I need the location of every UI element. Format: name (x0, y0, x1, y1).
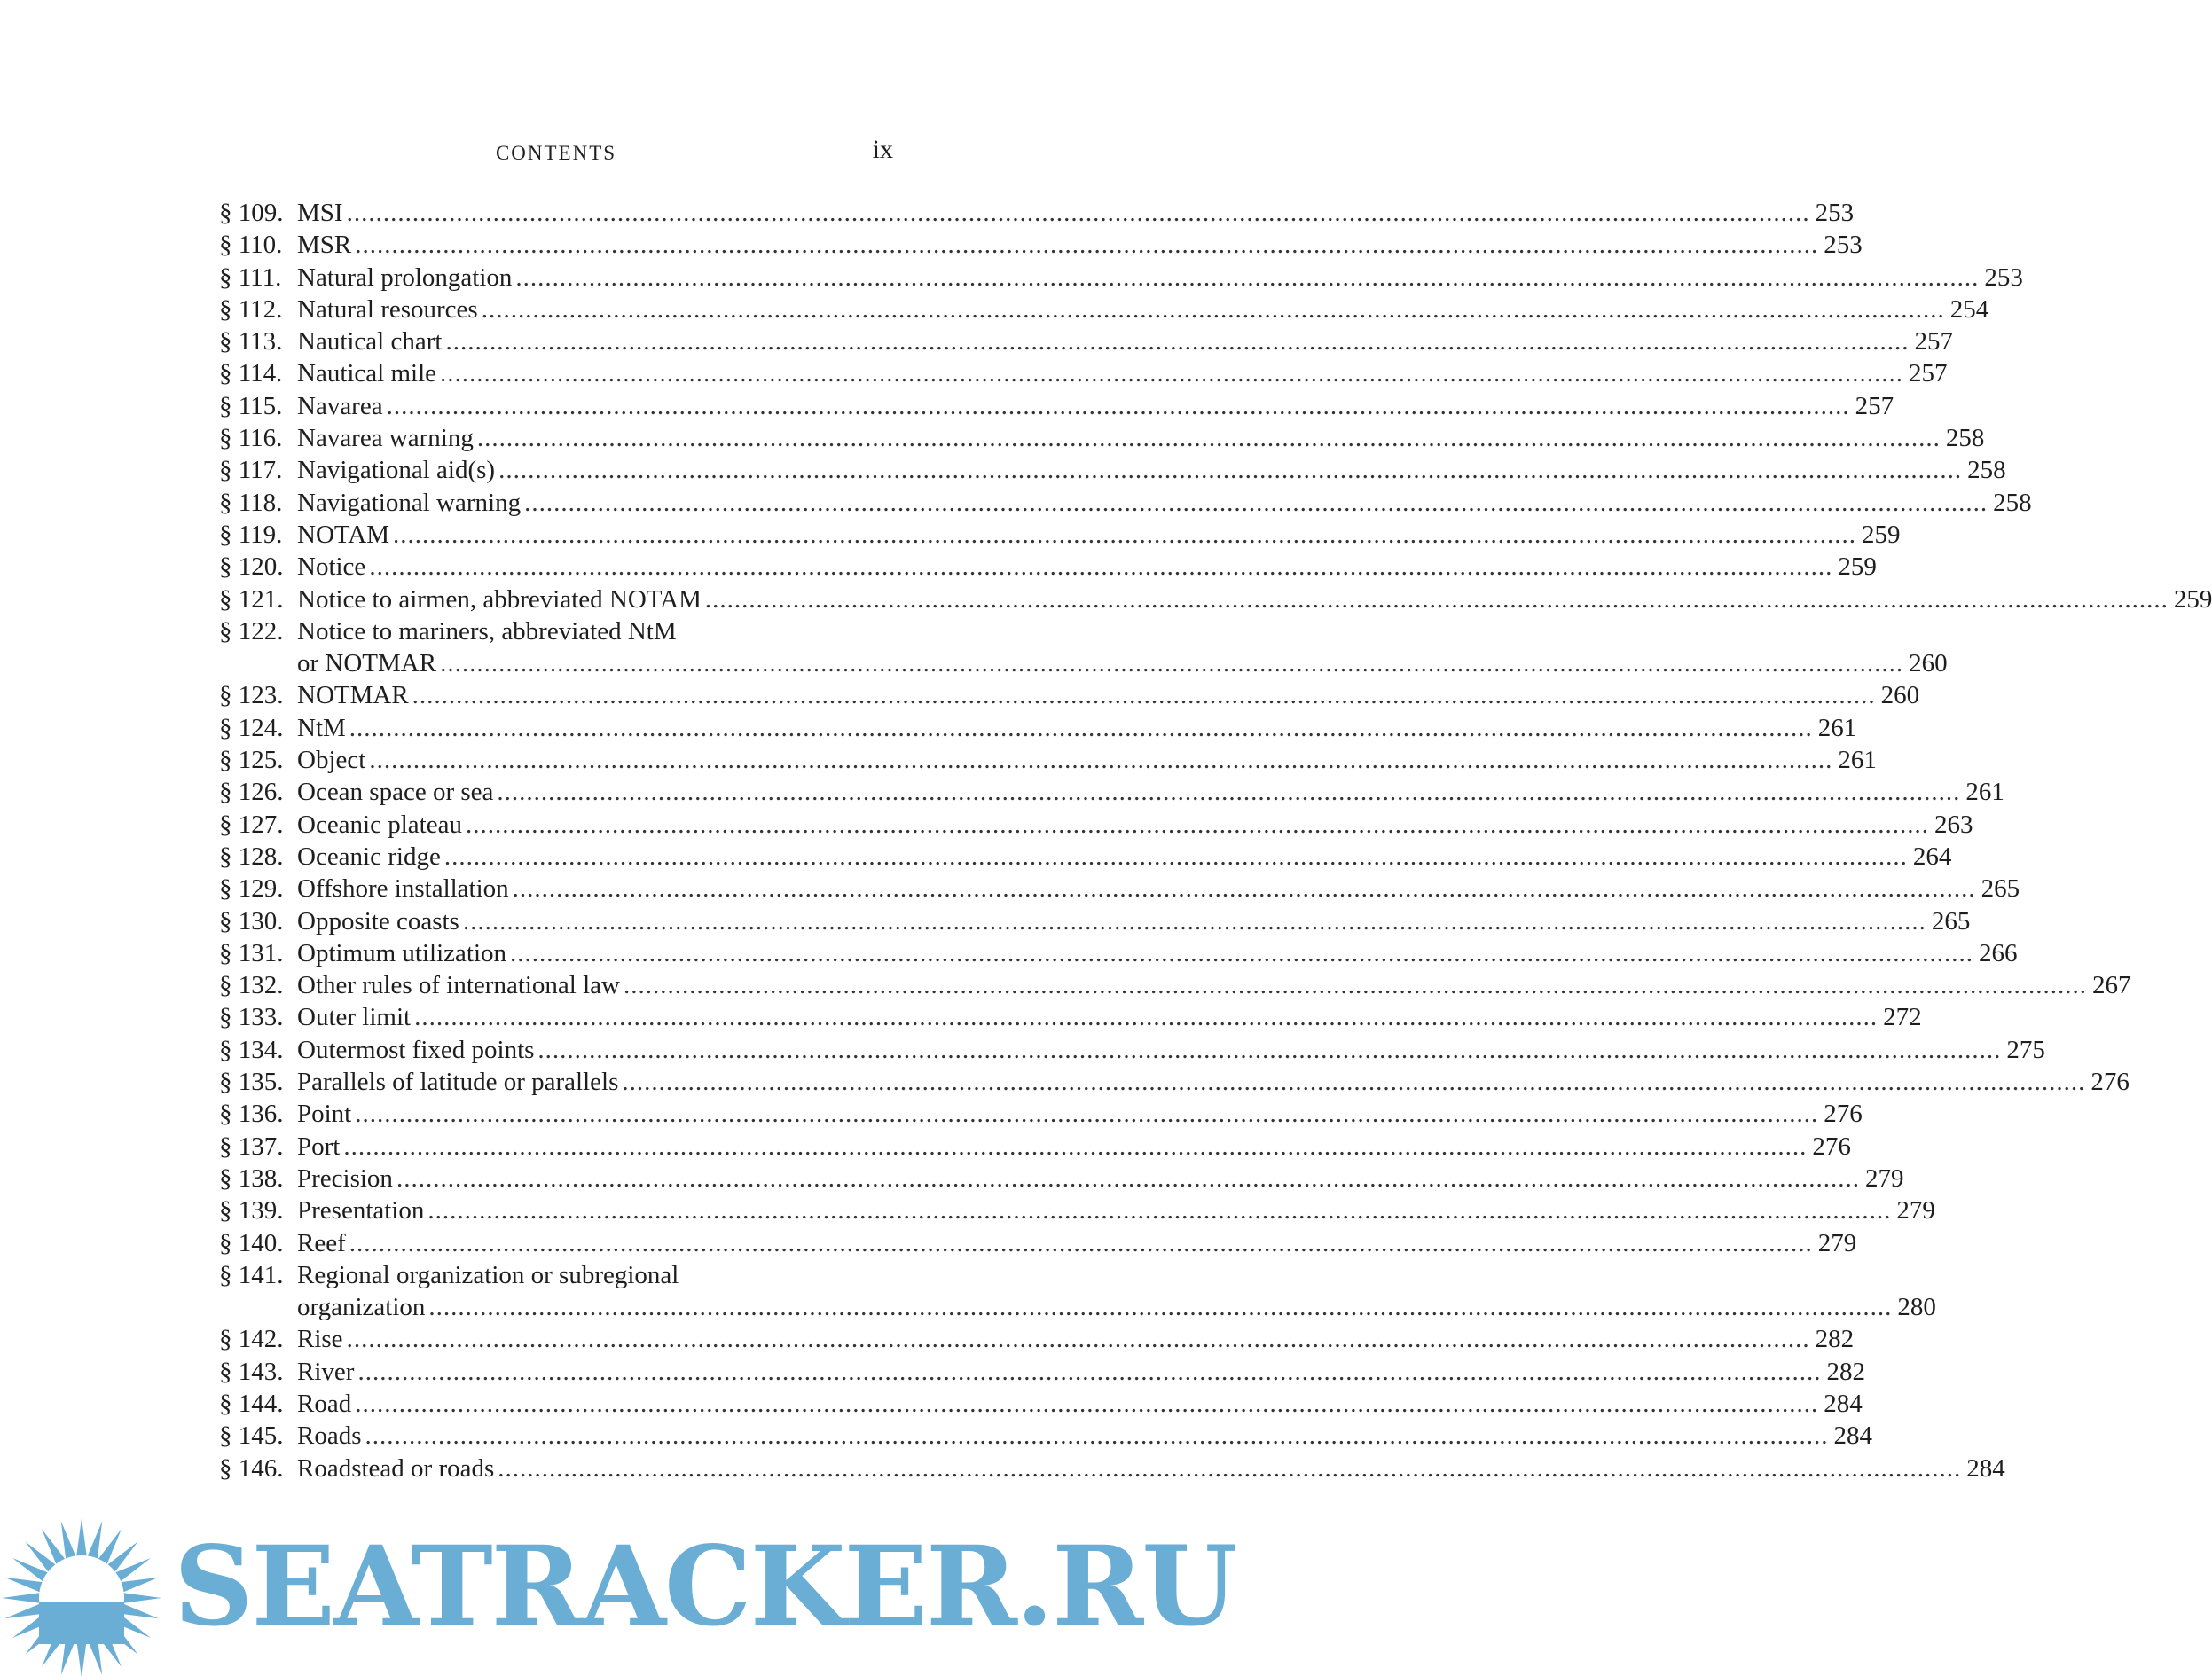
toc-row (219, 1131, 1851, 1163)
toc-row (219, 647, 1948, 679)
dot-leader (482, 294, 1945, 325)
toc-entry-title: NOTAM (297, 520, 390, 549)
toc-page-number: 284 (1966, 1453, 2005, 1483)
toc-row (219, 229, 1863, 261)
toc-section-number: § 140. (219, 1228, 284, 1257)
toc-entry-title: Ocean space or sea (297, 778, 494, 807)
toc-section-number: § 112. (219, 294, 283, 324)
toc-page-number: 265 (1931, 906, 1971, 936)
toc-section-number: § 146. (219, 1453, 284, 1483)
toc-page-number: 266 (1979, 938, 2018, 967)
toc-row (219, 1227, 1857, 1259)
toc-page-number: 276 (1812, 1132, 1851, 1161)
toc-section-number: § 111. (219, 262, 282, 292)
toc-entry-title: Navarea (297, 391, 383, 420)
toc-entry (219, 1323, 1855, 1355)
toc-entry-title: Notice (297, 552, 366, 582)
toc-page-number: 261 (1838, 746, 1877, 775)
toc-entry (219, 873, 2020, 905)
toc-row (219, 809, 1973, 841)
toc-section-number: § 123. (219, 681, 284, 710)
toc-entry-title: or NOTMAR (297, 649, 437, 678)
toc-page-number: 284 (1833, 1421, 1872, 1451)
toc-page-number: 259 (1838, 552, 1877, 582)
dot-leader (440, 357, 1903, 389)
dot-leader (387, 390, 1850, 422)
toc-entry (219, 294, 1989, 325)
dot-leader (513, 873, 1976, 905)
toc-entry-title: Natural prolongation (297, 262, 513, 292)
dot-leader (510, 937, 1973, 969)
toc-entry-title: Other rules of international law (297, 971, 620, 1000)
toc-entry (219, 262, 2023, 294)
toc-section-number: § 135. (219, 1068, 284, 1097)
toc-row (219, 841, 1952, 873)
toc-entry (219, 1388, 1863, 1420)
toc-page-number: 254 (1949, 294, 1989, 324)
dot-leader (477, 422, 1941, 454)
toc-entry-title: Notice to airmen, abbreviated NOTAM (297, 584, 702, 614)
toc-entry-title: Precision (297, 1163, 393, 1193)
dot-leader (498, 454, 1962, 486)
toc-section-number: § 132. (219, 971, 284, 1000)
toc-row (219, 583, 2212, 615)
watermark-text: SEATRACKER.RU (174, 1523, 1236, 1651)
dot-leader (427, 1194, 1891, 1226)
toc-row (219, 776, 2004, 808)
toc-entry (219, 776, 2004, 808)
dot-leader (412, 679, 1876, 711)
toc-row (219, 1034, 2045, 1066)
toc-entry-title: MSI (297, 199, 343, 227)
toc-row (219, 487, 2032, 519)
toc-section-number: § 120. (219, 552, 284, 582)
toc-section-number: § 144. (219, 1389, 284, 1418)
toc-section-number: § 136. (219, 1100, 284, 1129)
watermark (0, 1508, 1236, 1676)
dot-leader (440, 647, 1903, 679)
toc-page-number: 280 (1897, 1293, 1936, 1322)
toc-section-number: § 145. (219, 1421, 284, 1451)
dot-leader (349, 712, 1813, 744)
toc-page-number: 276 (2090, 1068, 2130, 1097)
toc-row (219, 390, 1894, 422)
dot-leader (347, 1323, 1810, 1355)
toc-entry (219, 357, 1948, 389)
toc-section-number: § 141. (219, 1260, 284, 1289)
toc-entry-title: Navigational aid(s) (297, 456, 496, 485)
toc-entry (219, 679, 1920, 711)
toc-row (219, 357, 1948, 389)
toc-entry (219, 229, 1863, 261)
toc-entry-title: Regional organization or subregional (297, 1260, 679, 1289)
sun-icon (0, 1516, 169, 1676)
toc-entry (219, 487, 2032, 519)
toc-row (219, 1163, 1904, 1194)
toc-page-number: 279 (1817, 1228, 1857, 1257)
toc-row (219, 969, 2131, 1001)
toc-entry-title: organization (297, 1293, 426, 1322)
toc-entry (219, 1131, 1851, 1163)
toc-section-number: § 114. (219, 359, 283, 388)
toc-page-number: 275 (2006, 1035, 2045, 1064)
toc-entry-title: Point (297, 1100, 352, 1129)
dot-leader (355, 1388, 1818, 1420)
toc-page-number: 257 (1909, 359, 1948, 388)
toc-section-number: § 143. (219, 1357, 284, 1386)
toc-page-number: 261 (1965, 778, 2004, 807)
toc-entry (219, 905, 1971, 937)
dot-leader (343, 1131, 1807, 1163)
toc-section-number: § 139. (219, 1196, 284, 1226)
toc-row (219, 712, 1857, 744)
toc-entry-title: Road (297, 1389, 352, 1418)
toc-section-number: § 115. (219, 391, 283, 420)
toc-entry (219, 325, 1953, 357)
toc-entry-title: Rise (297, 1325, 343, 1354)
toc-page-number: 258 (1967, 456, 2006, 485)
toc-section-number: § 133. (219, 1003, 284, 1032)
toc-page-number: 284 (1824, 1389, 1863, 1418)
toc-page-number: 259 (2173, 584, 2212, 614)
toc-entry-title: Port (297, 1132, 341, 1161)
toc-row (219, 1098, 1863, 1130)
toc-section-number: § 122. (219, 616, 284, 646)
dot-leader (498, 1453, 1961, 1484)
toc-page-number: 258 (1945, 424, 1985, 453)
toc-entry (219, 809, 1973, 841)
toc-page-number: 261 (1817, 713, 1857, 742)
toc-entry-title: Outer limit (297, 1003, 412, 1032)
toc-entry-title: Oceanic plateau (297, 810, 462, 839)
toc-row (219, 905, 1971, 937)
toc-section-number: § 116. (219, 424, 283, 453)
table-of-contents (219, 197, 2212, 1484)
toc-entry (219, 422, 1985, 454)
toc-section-number: § 131. (219, 938, 284, 967)
toc-entry-title: Offshore installation (297, 874, 509, 904)
running-title: CONTENTS (495, 142, 617, 164)
toc-entry (219, 841, 1952, 873)
toc-entry (219, 1194, 1935, 1226)
toc-page-number: 282 (1826, 1357, 1865, 1386)
toc-row (219, 422, 1985, 454)
toc-entry (219, 551, 1877, 583)
toc-entry (219, 390, 1894, 422)
toc-page-number: 253 (1984, 262, 2023, 292)
toc-entry (219, 1259, 1936, 1324)
dot-leader (428, 1291, 1892, 1323)
toc-entry-title: Navigational warning (297, 488, 522, 517)
dot-leader (393, 519, 1856, 551)
toc-entry-title: Opposite coasts (297, 906, 459, 936)
toc-entry-title: River (297, 1357, 355, 1386)
toc-entry-title: Roads (297, 1421, 362, 1451)
toc-entry-title: NtM (297, 713, 346, 742)
dot-leader (357, 1356, 1821, 1388)
dot-leader (497, 776, 1960, 808)
toc-page-number: 253 (1824, 231, 1863, 260)
toc-section-number: § 129. (219, 874, 284, 904)
toc-entry (219, 1227, 1857, 1259)
toc-page-number: 253 (1815, 199, 1855, 227)
dot-leader (347, 197, 1810, 229)
toc-entry (219, 615, 1948, 680)
dot-leader (349, 1227, 1813, 1259)
toc-entry (219, 1420, 1872, 1452)
toc-section-number: § 127. (219, 810, 284, 839)
toc-section-number: § 121. (219, 584, 284, 614)
dot-leader (355, 1098, 1818, 1130)
dot-leader (365, 1420, 1829, 1452)
toc-entry-title: Outermost fixed points (297, 1035, 535, 1064)
toc-row (219, 615, 893, 647)
toc-entry (219, 519, 1901, 551)
toc-row (219, 454, 2006, 486)
dot-leader (515, 262, 1979, 294)
toc-entry (219, 197, 1855, 229)
toc-row (219, 551, 1877, 583)
toc-section-number: § 113. (219, 327, 283, 356)
dot-leader (622, 1066, 2085, 1098)
toc-entry (219, 1066, 2130, 1098)
toc-row (219, 294, 1989, 325)
toc-entry (219, 744, 1877, 776)
toc-row (219, 262, 2023, 294)
toc-entry (219, 712, 1857, 744)
toc-entry-title: NOTMAR (297, 681, 409, 710)
toc-entry (219, 1453, 2005, 1484)
toc-row (219, 873, 2020, 905)
dot-leader (705, 583, 2169, 615)
dot-leader (414, 1001, 1878, 1033)
toc-entry-title: Roadstead or roads (297, 1453, 495, 1483)
toc-page-number: 276 (1824, 1100, 1863, 1129)
toc-section-number: § 130. (219, 906, 284, 936)
toc-row (219, 1388, 1863, 1420)
toc-row (219, 325, 1953, 357)
toc-page-number: 257 (1855, 391, 1894, 420)
toc-entry (219, 454, 2006, 486)
sun-horizon (39, 1602, 124, 1644)
toc-page-number: 264 (1912, 842, 1952, 871)
toc-page-number: 279 (1896, 1196, 1935, 1226)
toc-entry-title: Object (297, 746, 366, 775)
toc-entry-title: Optimum utilization (297, 938, 507, 967)
toc-entry-title: Presentation (297, 1196, 425, 1226)
toc-section-number: § 126. (219, 778, 284, 807)
toc-row (219, 1291, 1936, 1323)
toc-page-number: 259 (1862, 520, 1901, 549)
toc-page-number: 272 (1883, 1003, 1922, 1032)
toc-entry-title: Navarea warning (297, 424, 474, 453)
toc-page-number: 260 (1909, 649, 1948, 678)
toc-entry (219, 1163, 1904, 1194)
dot-leader (537, 1034, 2001, 1066)
toc-page-number: 258 (1993, 488, 2032, 517)
dot-leader (444, 841, 1908, 873)
toc-page-number: 260 (1880, 681, 1920, 710)
dot-leader (445, 325, 1909, 357)
dot-leader (355, 229, 1818, 261)
toc-section-number: § 109. (219, 199, 284, 227)
toc-entry-title: Oceanic ridge (297, 842, 441, 871)
toc-page-number: 263 (1934, 810, 1973, 839)
toc-entry-title: MSR (297, 231, 352, 260)
toc-section-number: § 137. (219, 1132, 284, 1161)
toc-row (219, 937, 2018, 969)
toc-section-number: § 110. (219, 231, 283, 260)
dot-leader (624, 969, 2087, 1001)
toc-row (219, 1356, 1865, 1388)
page-number: ix (872, 135, 893, 164)
toc-page-number: 265 (1981, 874, 2020, 904)
toc-entry (219, 937, 2018, 969)
toc-section-number: § 118. (219, 488, 283, 517)
toc-entry (219, 1098, 1863, 1130)
toc-row (219, 679, 1920, 711)
toc-page-number: 257 (1914, 327, 1953, 356)
toc-entry-title: Reef (297, 1228, 346, 1257)
toc-row (219, 1453, 2005, 1484)
toc-row (219, 197, 1855, 229)
toc-row (219, 1323, 1855, 1355)
toc-row (219, 519, 1901, 551)
toc-entry (219, 1356, 1865, 1388)
toc-section-number: § 125. (219, 746, 284, 775)
toc-entry-title: Nautical mile (297, 359, 437, 388)
toc-section-number: § 138. (219, 1163, 284, 1193)
dot-leader (463, 905, 1926, 937)
toc-entry (219, 1034, 2045, 1066)
toc-row (219, 1420, 1872, 1452)
toc-section-number: § 134. (219, 1035, 284, 1064)
toc-section-number: § 142. (219, 1325, 284, 1354)
dot-leader (524, 487, 1988, 519)
toc-page-number: 267 (2092, 971, 2131, 1000)
toc-entry (219, 969, 2131, 1001)
toc-entry-title: Natural resources (297, 294, 478, 324)
toc-row (219, 1259, 893, 1291)
toc-page-number: 282 (1815, 1325, 1855, 1354)
toc-row (219, 1066, 2130, 1098)
dot-leader (466, 809, 1929, 841)
toc-entry-title: Nautical chart (297, 327, 443, 356)
dot-leader (369, 551, 1832, 583)
toc-row (219, 744, 1877, 776)
toc-section-number: § 119. (219, 520, 283, 549)
toc-page-number: 279 (1864, 1163, 1904, 1193)
dot-leader (396, 1163, 1860, 1194)
dot-leader (369, 744, 1832, 776)
toc-entry (219, 1001, 1922, 1033)
toc-section-number: § 124. (219, 713, 284, 742)
toc-entry (219, 583, 2212, 615)
toc-entry-title: Parallels of latitude or parallels (297, 1068, 619, 1097)
toc-section-number: § 117. (219, 456, 283, 485)
page-header (219, 135, 893, 170)
toc-row (219, 1194, 1935, 1226)
toc-section-number: § 128. (219, 842, 284, 871)
toc-entry-title: Notice to mariners, abbreviated NtM (297, 616, 677, 646)
toc-row (219, 1001, 1922, 1033)
